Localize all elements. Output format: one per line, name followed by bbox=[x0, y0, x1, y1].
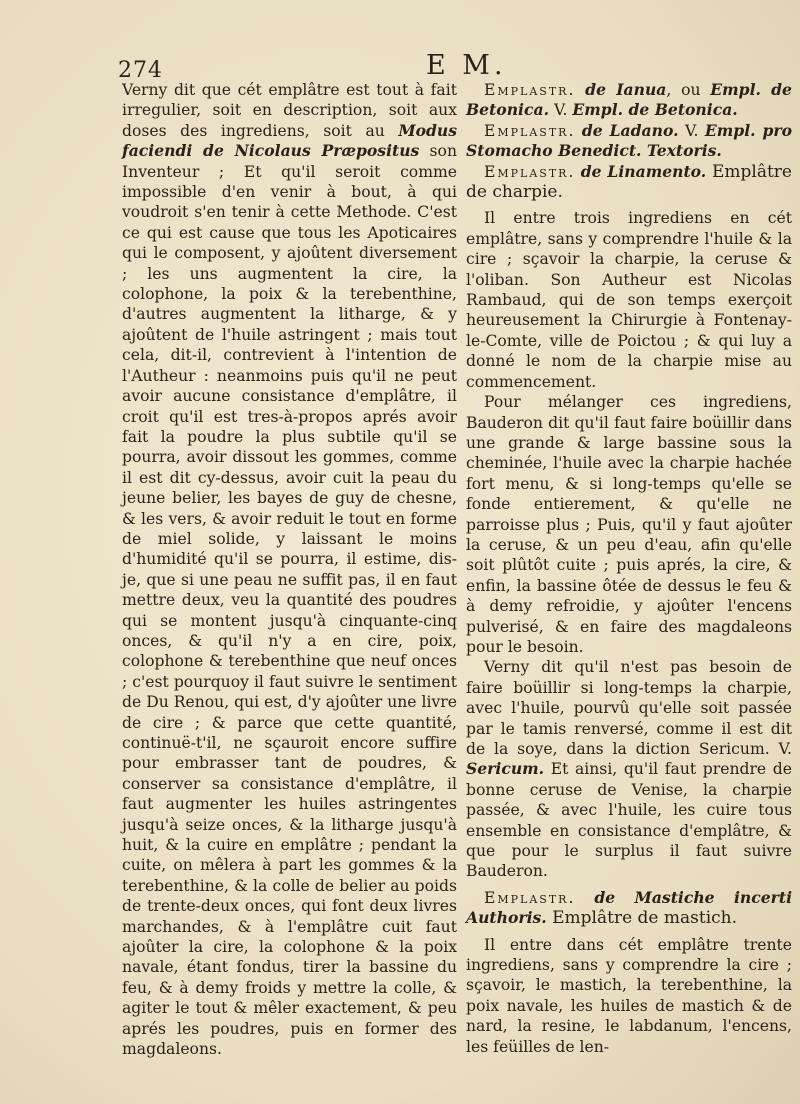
entry-french: Emplâtre de mastich. bbox=[546, 908, 738, 929]
entry-latin: de Linamento. bbox=[580, 161, 707, 181]
paragraph-verny-1 bbox=[122, 80, 457, 1060]
entry-latin: Empl. de Betonica. bbox=[466, 80, 792, 120]
latin-title: Modus faciendi de Nicolaus Præpositus bbox=[122, 120, 457, 161]
paragraph-text: Verny dit qu'il n'est pas besoin de faire boüillir si long-temps la charpie, avec l'huile, pourvû qu'elle soit passée par le tamis renversé, comme il est dit de la soye, dans la diction Sericum. V. bbox=[466, 658, 792, 758]
paragraph-text: Verny dit que cét emplâtre est tout à fait irregulier, soit en description, soit aux doses des ingrediens, soit au bbox=[122, 81, 457, 140]
entry-french: Emplâtre de charpie. bbox=[466, 161, 792, 203]
entry-head: Emplastr. bbox=[484, 81, 576, 99]
entry-head: Emplastr. bbox=[484, 162, 576, 181]
entry-mastiche bbox=[466, 888, 792, 929]
paragraph-linamento-1: Il entre trois ingrediens en cét emplâtre, sans y comprendre l'huile & la cire ; sçavoir la charpie, la ceruse & l'oliban. Son Autheur est Nicolas Rambaud, qui de son temps exerçoit heureusement la Chirurgie à Fontenay-le-Comte, ville de Poictou ; & qui luy a donné le nom de la charpie mise au commencement. bbox=[466, 209, 792, 391]
paragraph-mastiche-1: Il entre dans cét emplâtre trente ingrediens, sans y comprendre la cire ; sçavoir, le mastich, la terebenthine, la poix navale, les huiles de mastich & de nard, la resine, le labdanum, l'encens, les feüilles de len- bbox=[466, 935, 792, 1056]
entry-latin: de Ianua bbox=[585, 80, 667, 99]
left-column bbox=[122, 80, 457, 1060]
page-number: 274 bbox=[118, 58, 163, 83]
entry-reference: Empl. de Betonica. bbox=[572, 100, 738, 120]
entry-reference: Sericum. bbox=[466, 759, 545, 779]
entry-latin: de Mastiche incerti Authoris. bbox=[466, 887, 792, 928]
running-head: E M. bbox=[426, 50, 507, 81]
entry-reference: Empl. pro Stomacho Benedict. Textoris. bbox=[466, 120, 792, 161]
entry-text: V. bbox=[678, 121, 705, 140]
paragraph-text: Et ainsi, qu'il faut prendre de bonne ceruse de Venise, la charpie passée, & avec l'huile, les cuire tous ensemble en consistance d'emplâtre, & que pour le surplus il faut suivre Bauderon. bbox=[466, 760, 792, 881]
entry-ladano bbox=[466, 121, 792, 162]
entry-latin: de Ladano. bbox=[581, 120, 679, 140]
entry-head: Emplastr. bbox=[484, 888, 576, 907]
entry-text: V. bbox=[549, 101, 573, 120]
entry-head: Emplastr. bbox=[484, 121, 576, 140]
page-header bbox=[118, 48, 780, 82]
paragraph-linamento-3 bbox=[466, 657, 792, 881]
entry-ianua bbox=[466, 80, 792, 121]
paragraph-text: son Inventeur ; Et qu'il seroit comme impossible d'en venir à bout, à qui voudroit s'en tenir à cette Methode. C'est ce qui est cause que tous les Apoticaires qui le composent, y ajoûtent diversement ; les uns augmentent la cire, la colophone, la poix & la terebenthine, d'autres augmentent la litharge, & y ajoûtent de l'huile astringent ; mais tout cela, dit-il, contrevient à l'intention de l'Autheur : neanmoins puis qu'il ne peut avoir aucune consistance d'emplâtre, il croit qu'il est tres-à-propos aprés avoir fait la poudre la plus subtile qu'il se pourra, avoir dissout les gommes, comme il est dit cy-dessus, avoir cuit la peau du jeune belier, les bayes de guy de chesne, & les vers, & avoir reduit le tout en forme de miel solide, y laissant le moins d'humidité qu'il se pourra, il estime, dis-je, que si une peau ne suffit pas, il en faut mettre deux, veu la quantité des poudres qui se montent jusqu'à cinquante-cinq onces, & qu'il n'y a en cire, poix, colophone & terebenthine que neuf onces ; c'est pourquoy il faut suivre le sentiment de Du Renou, qui est, d'y ajoûter une livre de cire ; & parce que cette quantité, continuë-t'il, ne sçauroit encore suffire pour embrasser tant de poudres, & conserver sa consistance d'emplâtre, il faut augmenter les huiles astringentes jusqu'à seize onces, & la litharge jusqu'à huit, & la cuire en emplâtre ; pendant la cuite, on mêlera à part les gommes & la terebenthine, & la colle de belier au poids de trente-deux onces, qui font deux livres marchandes, & à l'emplâtre cuit faut ajoûter la cire, la colophone & la poix navale, étant fondus, tirer la bassine du feu, & à demy froids y mettre la colle, & agiter le tout & mêler exactement, & peu aprés les poudres, puis en former des magdaleons. bbox=[122, 142, 457, 1059]
entry-linamento bbox=[466, 162, 792, 203]
paragraph-linamento-2: Pour mélanger ces ingrediens, Bauderon dit qu'il faut faire boüillir dans une grande & large bassine sous la cheminée, l'huile avec la charpie hachée fort menu, & si long-temps qu'elle se fonde entierement, & qu'elle ne parroisse plus ; Puis, qu'il y faut ajoûter la ceruse, & un peu d'eau, afin qu'elle soit plûtôt cuite ; puis aprés, la cire, & enfin, la bassine ôtée de dessus le feu & à demy refroidie, y ajoûter l'encens pulverisé, & en faire des magdaleons pour le besoin. bbox=[466, 393, 792, 656]
entry-text: , ou bbox=[666, 81, 711, 99]
right-column bbox=[466, 80, 792, 1057]
